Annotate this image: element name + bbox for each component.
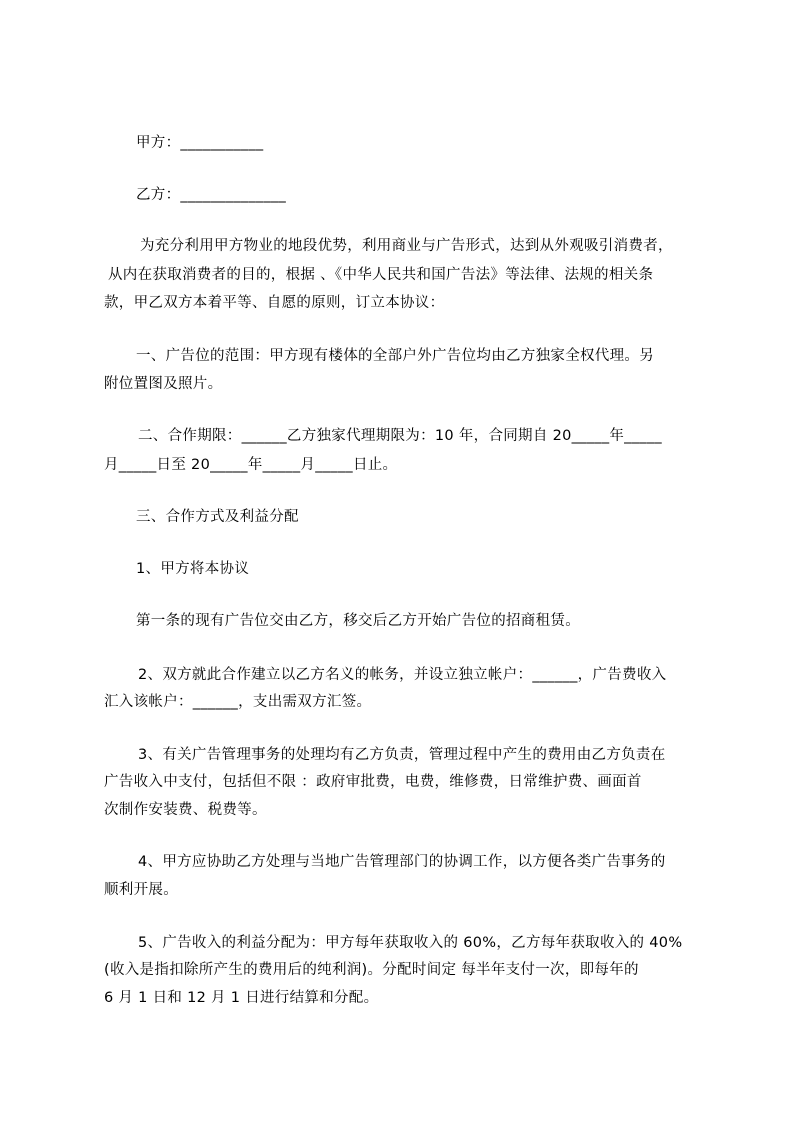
item-5-line: 6 月 1 日和 12 月 1 日进行结算和分配。 [104, 990, 379, 1006]
party-a-field: 甲方：___________ [136, 135, 264, 151]
preamble-line: 为充分利用甲方物业的地段优势，利用商业与广告形式，达到从外观吸引消费者， [140, 238, 673, 254]
item-4-line: 顺利开展。 [104, 882, 178, 898]
item-5-line: (收入是指扣除所产生的费用后的纯利润)。分配时间定 每半年支付一次，即每年的 [104, 962, 639, 978]
clause-1-line: 一、广告位的范围：甲方现有楼体的全部户外广告位均由乙方独家全权代理。另 [136, 348, 654, 364]
item-4-line: 4、甲方应协助乙方处理与当地广告管理部门的协调工作，以方便各类广告事务的 [138, 854, 666, 870]
clause-2-line: 月_____日至 20_____年_____月_____日止。 [104, 457, 398, 473]
item-1-line: 第一条的现有广告位交由乙方，移交后乙方开始广告位的招商租赁。 [136, 613, 580, 629]
party-b-field: 乙方：______________ [136, 187, 287, 203]
preamble-line: 款，甲乙双方本着平等、自愿的原则，订立本协议： [104, 295, 445, 311]
item-2-line: 汇入该帐户：______，支出需双方汇签。 [104, 694, 372, 710]
item-2-line: 2、双方就此合作建立以乙方名义的帐务，并设立独立帐户：______，广告费收入 [138, 667, 667, 683]
item-1-line: 1、甲方将本协议 [136, 561, 250, 577]
clause-1-line: 附位置图及照片。 [104, 376, 223, 392]
preamble-line: 从内在获取消费者的目的，根据 、《中华人民共和国广告法》等法律、法规的相关条 [108, 267, 654, 283]
item-5-line: 5、广告收入的利益分配为：甲方每年获取收入的 60%，乙方每年获取收入的 40% [138, 935, 683, 951]
item-3-line: 3、有关广告管理事务的处理均有乙方负责，管理过程中产生的费用由乙方负责在 [138, 747, 666, 763]
item-3-line: 次制作安装费、税费等。 [104, 802, 267, 818]
clause-3-title: 三、合作方式及利益分配 [136, 509, 299, 525]
item-3-line: 广告收入中支付，包括但不限 ：政府审批费，电费，维修费，日常维护费、画面首 [104, 774, 642, 790]
clause-2-line: 二、合作期限：______乙方独家代理期限为：10 年，合同期自 20_____年_____ [138, 428, 662, 444]
